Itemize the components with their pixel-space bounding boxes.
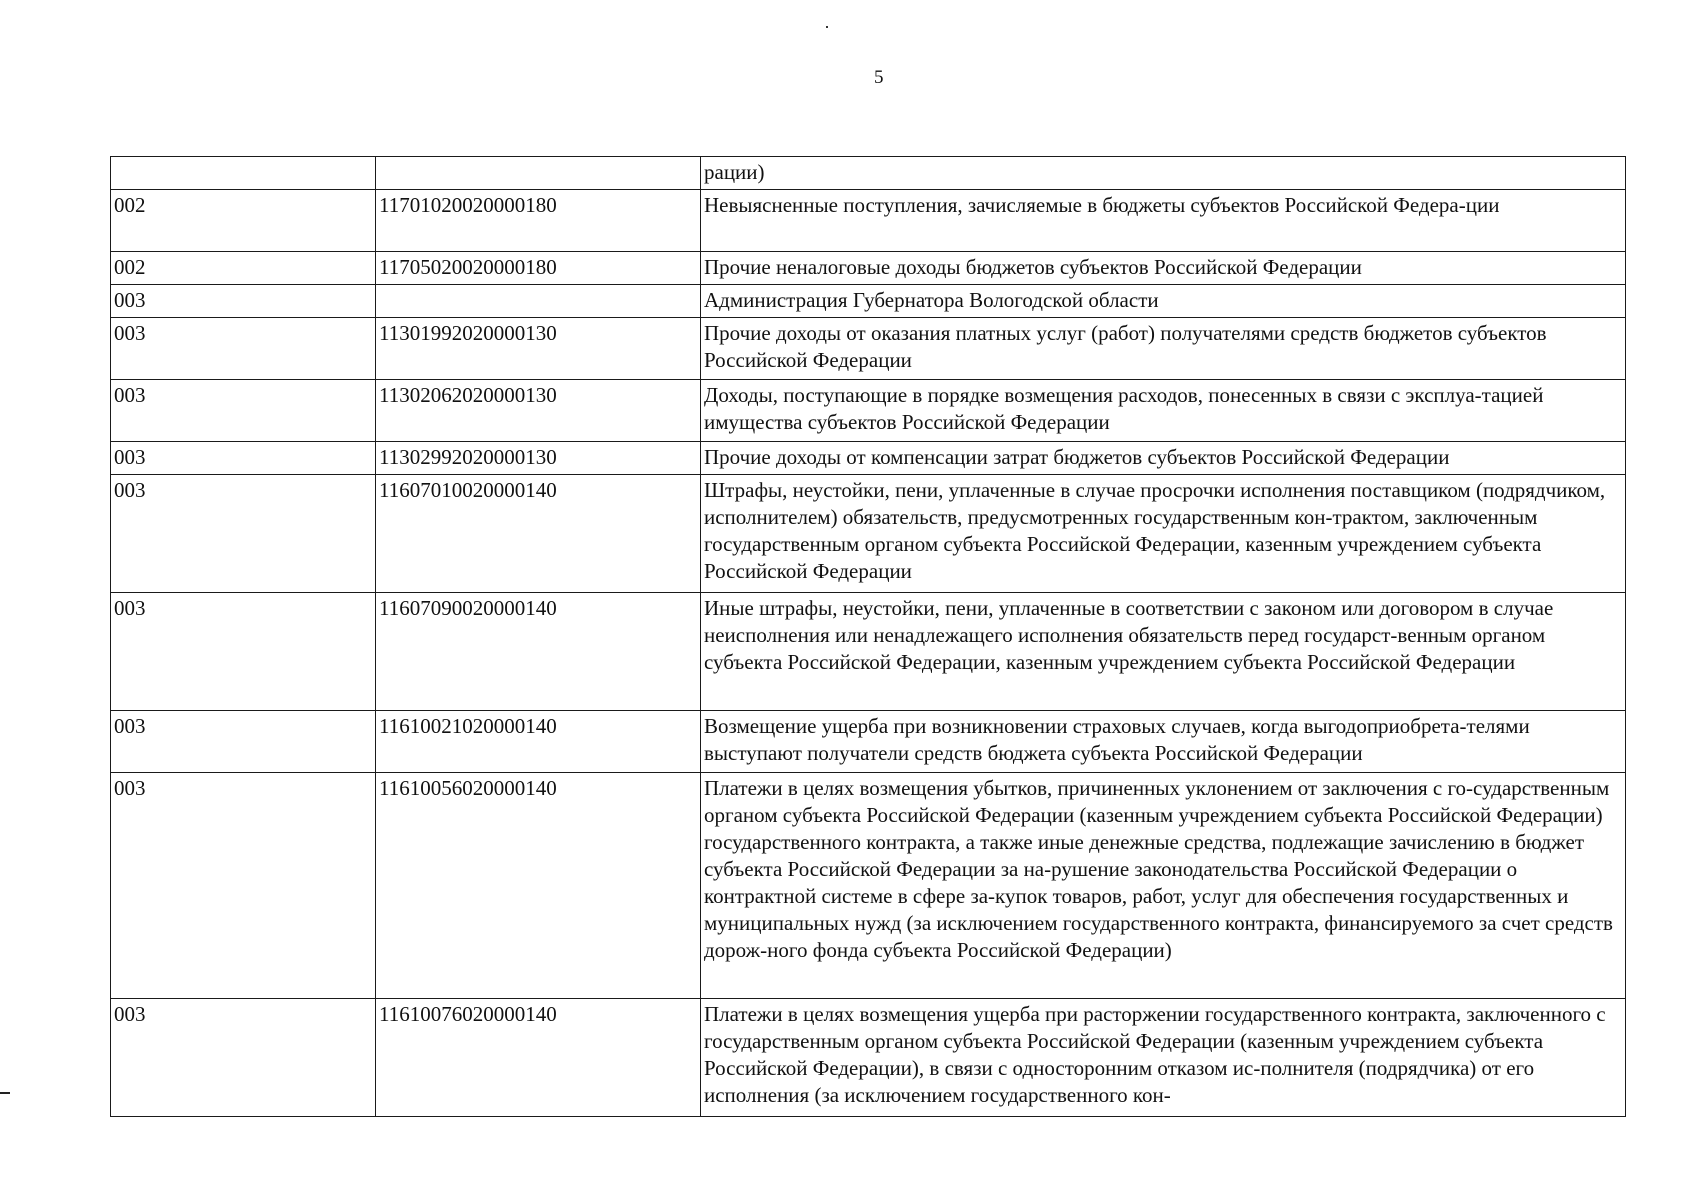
description-cell: Администрация Губернатора Вологодской области — [701, 285, 1626, 318]
description-cell: Невыясненные поступления, зачисляемые в бюджеты субъектов Российской Федера-ции — [701, 190, 1626, 252]
description-cell: Платежи в целях возмещения убытков, причиненных уклонением от заключения с го-сударственным органом субъекта Российской Федерации (казенным учреждением субъекта Российской Федерации) государственного контракта, а также иные денежные средства, подлежащие зачислению в бюджет субъекта Российской Федерации за на-рушение законодательства Российской Федерации о контрактной системе в сфере за-купок товаров, работ, услуг для обеспечения государственных и муниципальных нужд (за исключением государственного контракта, финансируемого за счет средств дорож-ного фонда субъекта Российской Федерации) — [701, 773, 1626, 999]
income-code-cell: 11701020020000180 — [376, 190, 701, 252]
description-cell: Доходы, поступающие в порядке возмещения расходов, понесенных в связи с эксплуа-тацией имущества субъектов Российской Федерации — [701, 380, 1626, 442]
description-cell: Возмещение ущерба при возникновении страховых случаев, когда выгодоприобрета-телями выступают получатели средств бюджета субъекта Российской Федерации — [701, 711, 1626, 773]
admin-code-cell: 003 — [111, 442, 376, 475]
admin-code-cell: 003 — [111, 593, 376, 711]
table-row — [111, 773, 1626, 999]
income-code-cell: 11302062020000130 — [376, 380, 701, 442]
table-row — [111, 190, 1626, 252]
income-codes-table — [110, 156, 1626, 1117]
income-code-cell: 11610076020000140 — [376, 999, 701, 1117]
income-code-cell: 11610056020000140 — [376, 773, 701, 999]
table-row — [111, 475, 1626, 593]
table-row — [111, 252, 1626, 285]
table-row — [111, 318, 1626, 380]
description-cell: Прочие неналоговые доходы бюджетов субъектов Российской Федерации — [701, 252, 1626, 285]
table-row — [111, 711, 1626, 773]
income-code-cell — [376, 157, 701, 190]
income-code-cell: 11610021020000140 — [376, 711, 701, 773]
admin-code-cell: 003 — [111, 380, 376, 442]
admin-code-cell — [111, 157, 376, 190]
income-code-cell: 11607090020000140 — [376, 593, 701, 711]
page-number: 5 — [874, 67, 884, 88]
table-row — [111, 380, 1626, 442]
admin-code-cell: 002 — [111, 252, 376, 285]
table-row — [111, 442, 1626, 475]
income-code-cell: 11705020020000180 — [376, 252, 701, 285]
admin-code-cell: 003 — [111, 999, 376, 1117]
description-cell: Прочие доходы от оказания платных услуг (работ) получателями средств бюджетов субъектов Российской Федерации — [701, 318, 1626, 380]
admin-code-cell: 003 — [111, 773, 376, 999]
description-cell: Штрафы, неустойки, пени, уплаченные в случае просрочки исполнения поставщиком (подрядчиком, исполнителем) обязательств, предусмотренных государственным кон-трактом, заключенным государственным органом субъекта Российской Федерации, казенным учреждением субъекта Российской Федерации — [701, 475, 1626, 593]
income-code-cell: 11302992020000130 — [376, 442, 701, 475]
scan-speck — [826, 26, 828, 28]
table-row — [111, 999, 1626, 1117]
income-code-cell — [376, 285, 701, 318]
table-row — [111, 285, 1626, 318]
admin-code-cell: 003 — [111, 285, 376, 318]
description-cell: Платежи в целях возмещения ущерба при расторжении государственного контракта, заключенного с государственным органом субъекта Российской Федерации (казенным учреждением субъекта Российской Федерации), в связи с односторонним отказом ис-полнителя (подрядчика) от его исполнения (за исключением государственного кон- — [701, 999, 1626, 1117]
description-cell: Иные штрафы, неустойки, пени, уплаченные в соответствии с законом или договором в случае неисполнения или ненадлежащего исполнения обязательств перед государст-венным органом субъекта Российской Федерации, казенным учреждением субъекта Российской Федерации — [701, 593, 1626, 711]
description-cell: Прочие доходы от компенсации затрат бюджетов субъектов Российской Федерации — [701, 442, 1626, 475]
income-code-cell: 11607010020000140 — [376, 475, 701, 593]
admin-code-cell: 003 — [111, 318, 376, 380]
admin-code-cell: 003 — [111, 475, 376, 593]
description-cell: рации) — [701, 157, 1626, 190]
table-row — [111, 157, 1626, 190]
table-row — [111, 593, 1626, 711]
admin-code-cell: 003 — [111, 711, 376, 773]
income-code-cell: 11301992020000130 — [376, 318, 701, 380]
margin-mark — [0, 1092, 10, 1094]
admin-code-cell: 002 — [111, 190, 376, 252]
